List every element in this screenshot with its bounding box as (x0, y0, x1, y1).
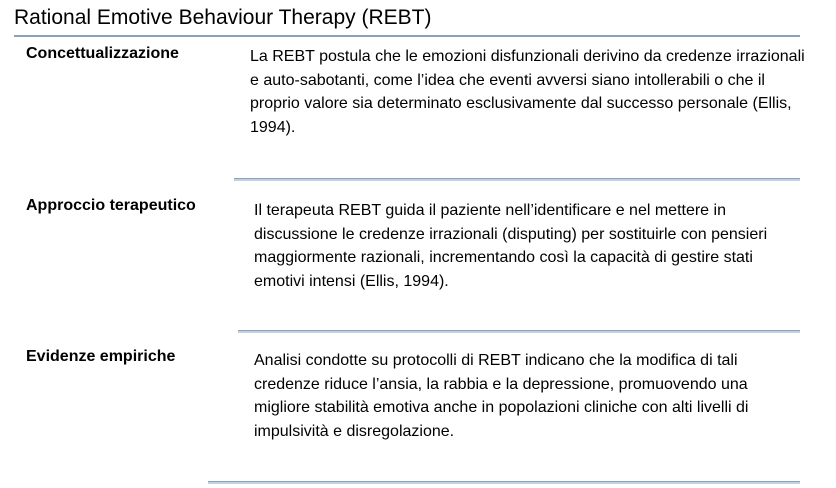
row-text-evidenze-empiriche: Analisi condotte su protocolli di REBT indicano che la modifica di tali credenze riduce l’ansia, la rabbia e la depressione, promuovendo una migliore stabilità emotiva anche in popolazioni cliniche con alti livelli di impulsività e disregolazione. (254, 352, 749, 440)
row-label-approccio-terapeutico: Approccio terapeutico (26, 197, 196, 214)
title-divider (14, 35, 800, 37)
row-label-evidenze-empiriche: Evidenze empiriche (26, 348, 176, 365)
row-text-approccio-terapeutico: Il terapeuta REBT guida il paziente nell’identificare e nel mettere in discussione le credenze irrazionali (disputing) per sostituirle con pensieri maggiormente razionali, incrementando così la capacità di gestire stati emotivi intensi (Ellis, 1994). (254, 202, 768, 290)
row-divider (238, 330, 800, 333)
row-divider (208, 481, 800, 484)
document-title: Rational Emotive Behaviour Therapy (REBT) (14, 6, 432, 29)
row-text-concettualizzazione: La REBT postula che le emozioni disfunzionali derivino da credenze irrazionali e auto-sabotanti, come l’idea che eventi avversi siano intollerabili o che il proprio valore sia determinato esclusivamente dal successo personale (Ellis, 1994). (250, 48, 805, 136)
row-label-concettualizzazione: Concettualizzazione (26, 45, 179, 62)
row-divider (234, 178, 800, 181)
